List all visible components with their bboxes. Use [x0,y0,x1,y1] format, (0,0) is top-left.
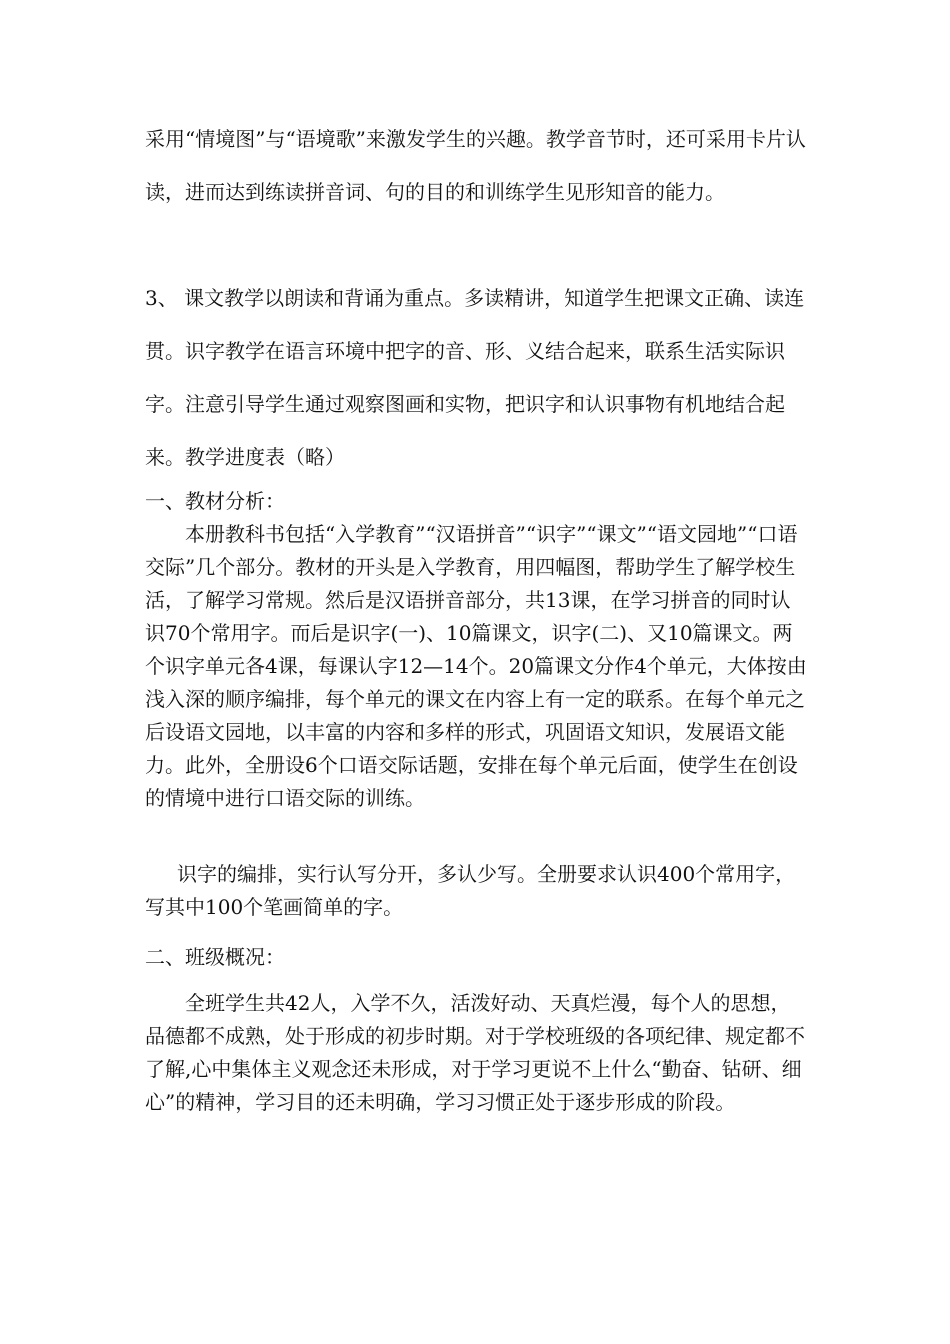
heading-class-overview: 二、班级概况： [145,945,285,969]
class-paragraph: 全班学生共42人，入学不久，活泼好动、天真烂漫，每个人的思想，品德都不成熟，处于形成的初步时期。对于学校班级的各项纪律、规定都不了解,心中集体主义观念还未形成，对于学习更说不上什么“勤奋、钻研、细心”的精神，学习目的还未明确，学习习惯正处于逐步形成的阶段。 [145,991,805,1114]
materials-paragraph: 本册教科书包括“入学教育”“汉语拼音”“识字”“课文”“语文园地”“口语交际”几个部分。教材的开头是入学教育，用四幅图，帮助学生了解学校生活，了解学习常规。然后是汉语拼音部分，共13课，在学习拼音的同时认识70个常用字。而后是识字(一)、10篇课文，识字(二)、又10篇课文。两个识字单元各4课，每课认字12—14个。20篇课文分作4个单元，大体按由浅入深的顺序编排，每个单元的课文在内容上有一定的联系。在每个单元之后设语文园地，以丰富的内容和多样的形式，巩固语文知识，发展语文能力。此外，全册设6个口语交际话题，安排在每个单元后面，使学生在创设的情境中进行口语交际的训练。 [145,522,807,810]
section-3-paragraph: 3、 课文教学以朗读和背诵为重点。多读精讲，知道学生把课文正确、读连贯。识字教学在语言环境中把字的音、形、义结合起来，联系生活实际识字。注意引导学生通过观察图画和实物，把识字和认识事物有机地结合起来。教学进度表（略） [145,286,805,469]
intro-paragraph: 采用“情境图”与“语境歌”来激发学生的兴趣。教学音节时，还可采用卡片认读，进而达到练读拼音词、句的目的和训练学生见形知音的能力。 [145,127,806,204]
heading-materials-analysis: 一、教材分析： [145,489,285,513]
literacy-paragraph: 识字的编排，实行认写分开，多认少写。全册要求认识400个常用字，写其中100个笔画简单的字。 [145,862,796,919]
